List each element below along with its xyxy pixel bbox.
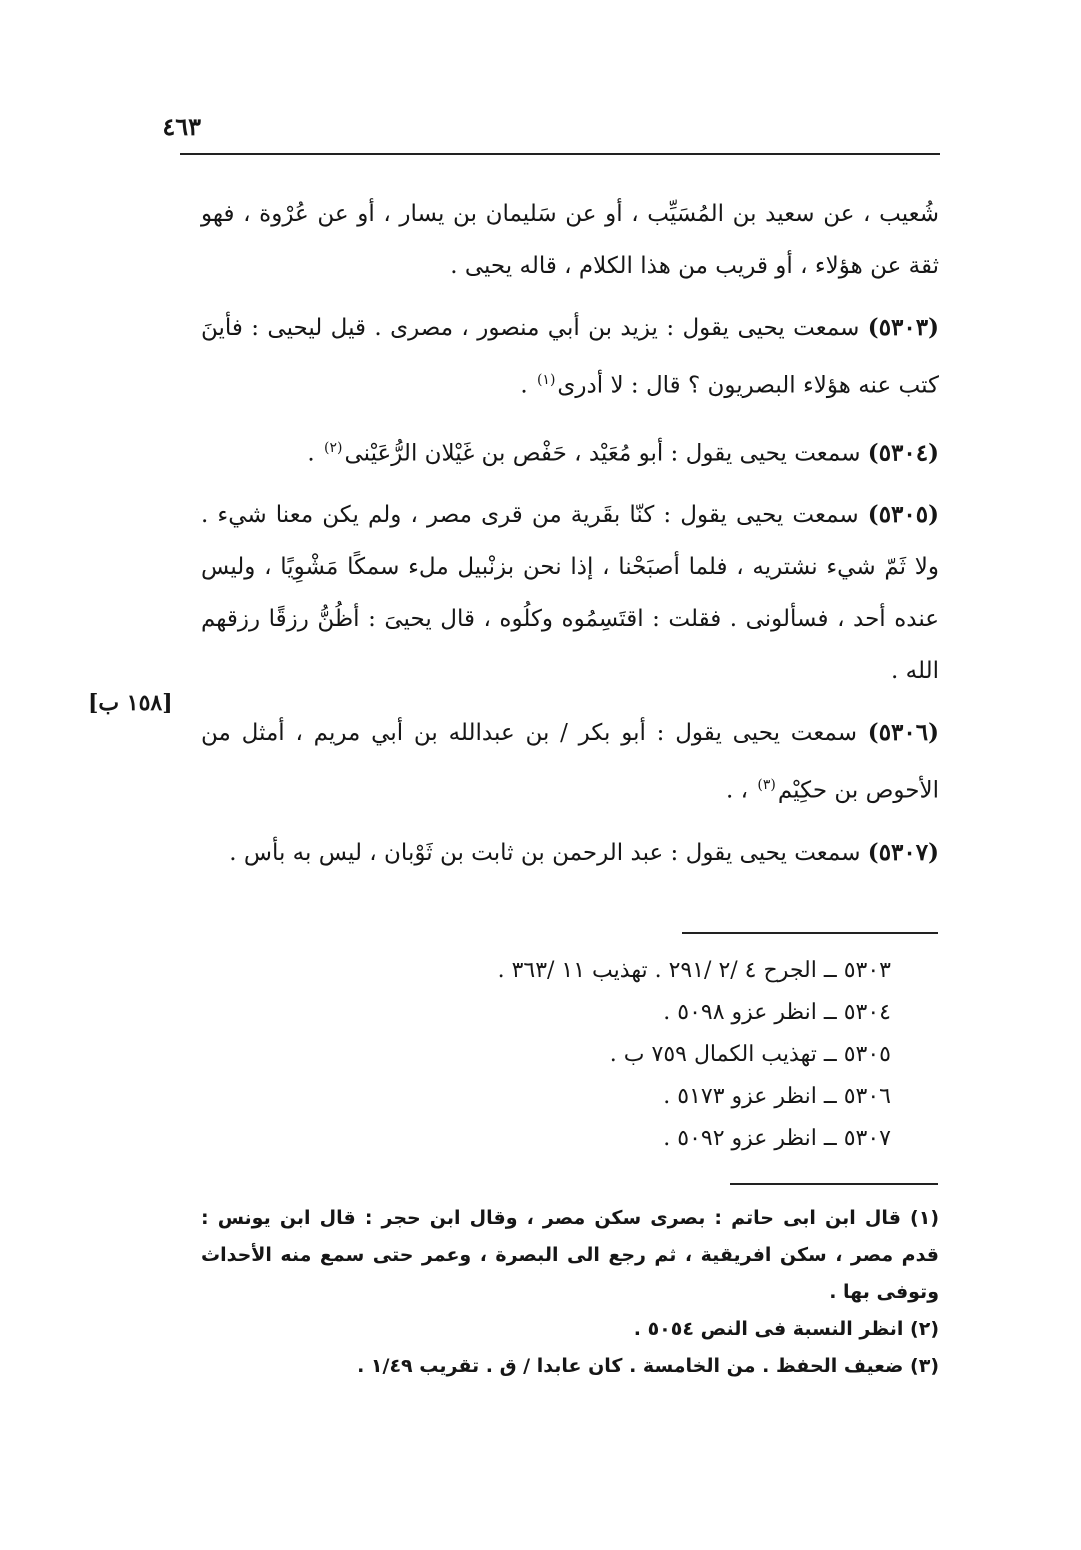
paragraph-text: شُعيب ، عن سعيد بن المُسَيِّب ، أو عن سَليمان بن يسار ، أو عن عُرْوة ، فهو ثقة عن هؤلاء ، أو قريب من هذا الكلام ، قاله يحيى . [201,201,939,279]
paragraph-5303 [201,302,939,412]
references-rule [682,932,938,934]
reference-item: ٥٣٠٧ ــ انظر عزو ٥٠٩٢ . [663,1126,891,1151]
paragraph-text: سمعت يحيى يقول : عبد الرحمن بن ثابت بن ثَوْبان ، ليس به بأس . [229,839,868,866]
paragraph-text: سمعت يحيى يقول : أبو بكر / بن عبدالله بن أبي مريم ، أمثل من الأحوص بن حكِيْم [201,720,939,804]
page-number: ٤٦٣ [162,112,201,141]
paragraph-text: سمعت يحيى يقول : يزيد بن أبي منصور ، مصرى . قيل ليحيى : فأينَ كتب عنه هؤلاء البصريون ؟ قال : لا أدرى [201,315,939,399]
paragraph-5305 [201,489,939,697]
footnote-list [201,1200,939,1385]
footnote-item: (٣) ضعيف الحفظ . من الخامسة . كان عابدا / ق . تقريب ١/٤٩ . [357,1355,939,1377]
main-text [201,188,939,889]
folio-marker: [١٥٨ ب] [88,690,173,716]
paragraph-text: سمعت يحيى يقول : أبو مُعَيْد ، حَفْص بن غَيْلان الرُّعَيْنى [344,440,868,467]
reference-item: ٥٣٠٤ ــ انظر عزو ٥٠٩٨ . [663,1000,891,1025]
footnote-item: (٢) انظر النسبة فى النص ٥٠٥٤ . [633,1318,939,1340]
paragraph-number: (٥٣٠٤) [867,439,939,467]
paragraph-5307 [201,827,939,879]
reference-list [191,950,891,1160]
paragraph-number: (٥٣٠٣) [867,314,939,341]
paragraph-number: (٥٣٠٦) [867,719,939,747]
paragraph-tail: . [307,440,322,467]
footnote-item: (١) قال ابن ابى حاتم : بصرى سكن مصر ، وقال ابن حجر : قال ابن يونس : قدم مصر ، سكن افريقية ، ثم رجع الى البصرة ، وعمر حتى سمع منه الأحداث وتوفى بها . [201,1207,939,1303]
footnote-ref: (١) [536,372,556,388]
paragraph-text: سمعت يحيى يقول : كنّا بقَرية من قرى مصر ، ولم يكن معنا شيء . ولا ثَمّ شيء نشتريه ، فلما أصبَحْنا ، إذا نحن بزنْبيل ملء سمكًا مَشْوِيًا ، وليس عنده أحد ، فسألونى . فقلت : اقتَسِمُوه وكلُوه ، قال يحيىَ : أظُنُّ رزقًا رزقهم الله . [201,502,939,685]
header-rule [180,153,940,155]
footnotes-rule [730,1183,938,1185]
paragraph-5304 [201,422,939,480]
paragraph-tail: ، . [726,777,756,804]
footnote-ref: (٣) [757,777,776,794]
paragraph-tail: . [520,372,535,399]
footnote-ref: (٢) [324,439,343,456]
reference-item: ٥٣٠٦ ــ انظر عزو ٥١٧٣ . [663,1084,891,1109]
paragraph-5306 [201,707,939,817]
paragraph-number: (٥٣٠٥) [867,501,939,529]
reference-item: ٥٣٠٥ ــ تهذيب الكمال ٧٥٩ ب . [609,1042,891,1067]
paragraph-continuation [201,188,939,292]
reference-item: ٥٣٠٣ ــ الجرح ٤ /٢ /٢٩١ . تهذيب ١١ /٣٦٣ . [497,958,891,983]
paragraph-number: (٥٣٠٧) [867,838,939,866]
